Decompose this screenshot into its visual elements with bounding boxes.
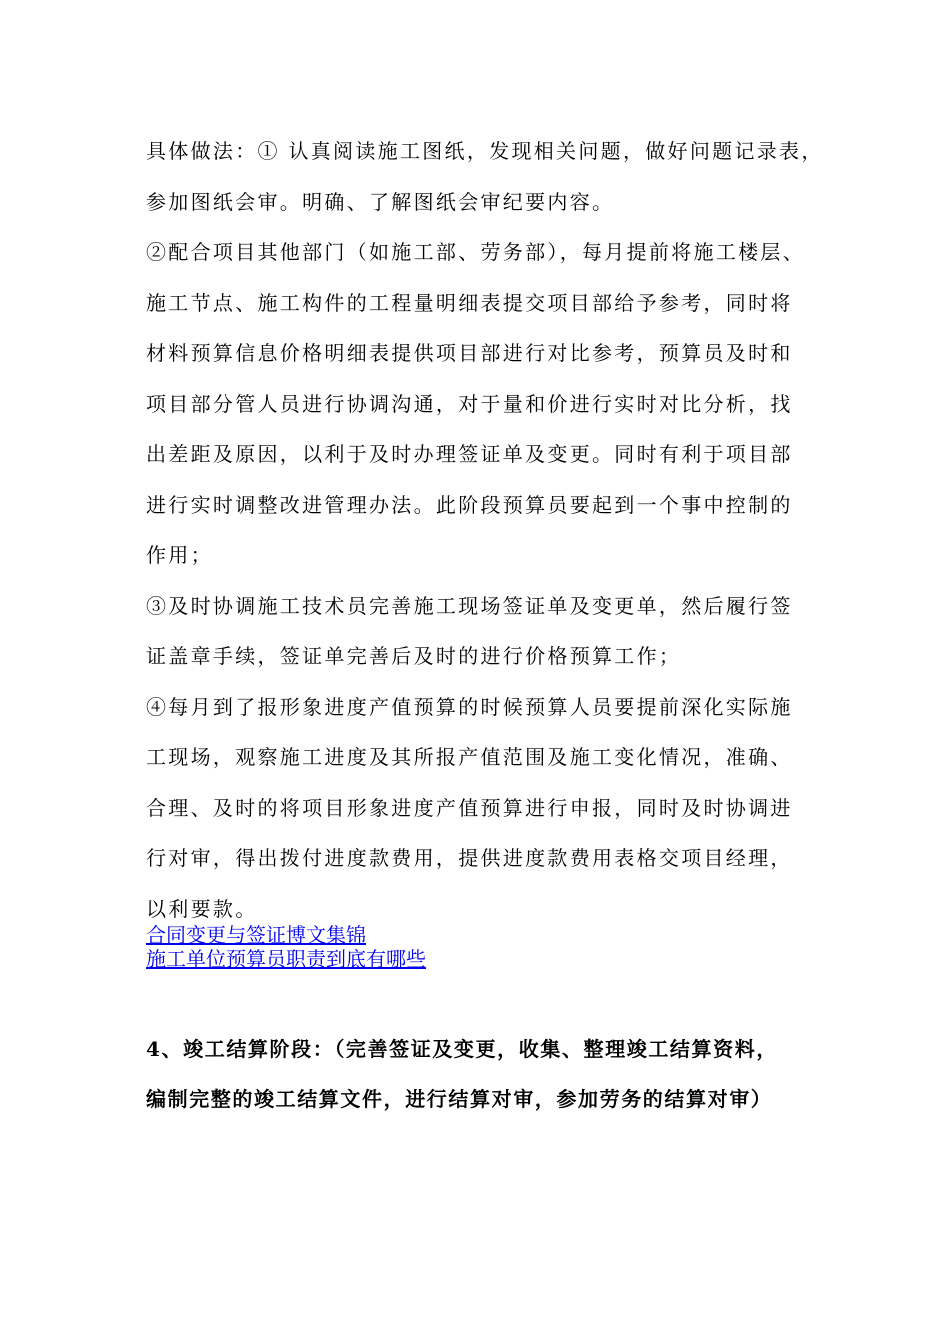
paragraph-line: 项目部分管人员进行协调沟通，对于量和价进行实时对比分析，找 <box>146 391 793 416</box>
paragraph-line: 合理、及时的将项目形象进度产值预算进行申报，同时及时协调进 <box>146 795 793 820</box>
paragraph-line: 进行实时调整改进管理办法。此阶段预算员要起到一个事中控制的 <box>146 492 793 517</box>
paragraph-line: 工现场，观察施工进度及其所报产值范围及施工变化情况，准确、 <box>146 745 793 769</box>
paragraph-line: 具体做法：① 认真阅读施工图纸，发现相关问题，做好问题记录表， <box>146 139 824 163</box>
paragraph-line: ②配合项目其他部门（如施工部、劳务部），每月提前将施工楼层、 <box>146 240 805 264</box>
related-links <box>146 924 426 972</box>
method-paragraph <box>146 126 826 934</box>
paragraph-line: 以利要款。 <box>146 896 258 921</box>
paragraph-line: 材料预算信息价格明细表提供项目部进行对比参考，预算员及时和 <box>146 341 793 365</box>
link-budgeter-duties[interactable]: 施工单位预算员职责到底有哪些 <box>146 949 426 971</box>
section-heading-final-settlement <box>146 1024 826 1124</box>
paragraph-line: ③及时协调施工技术员完善施工现场签证单及变更单，然后履行签 <box>146 593 793 618</box>
paragraph-line: 施工节点、施工构件的工程量明细表提交项目部给予参考，同时将 <box>146 290 793 315</box>
section-heading-line: 编制完整的竣工结算文件，进行结算对审，参加劳务的结算对审） <box>146 1087 773 1111</box>
link-contract-change-articles[interactable]: 合同变更与签证博文集锦 <box>146 925 366 947</box>
paragraph-line: 参加图纸会审。明确、了解图纸会审纪要内容。 <box>146 189 615 214</box>
paragraph-line: 证盖章手续，签证单完善后及时的进行价格预算工作； <box>146 644 682 668</box>
section-heading-line: 4、竣工结算阶段：（完善签证及变更，收集、整理竣工结算资料， <box>146 1037 778 1061</box>
paragraph-line: 行对审，得出拨付进度款费用，提供进度款费用表格交项目经理， <box>146 846 793 870</box>
paragraph-line: ④每月到了报形象进度产值预算的时候预算人员要提前深化实际施 <box>146 694 793 719</box>
paragraph-line: 出差距及原因，以利于及时办理签证单及变更。同时有利于项目部 <box>146 442 793 466</box>
paragraph-line: 作用； <box>146 543 213 567</box>
